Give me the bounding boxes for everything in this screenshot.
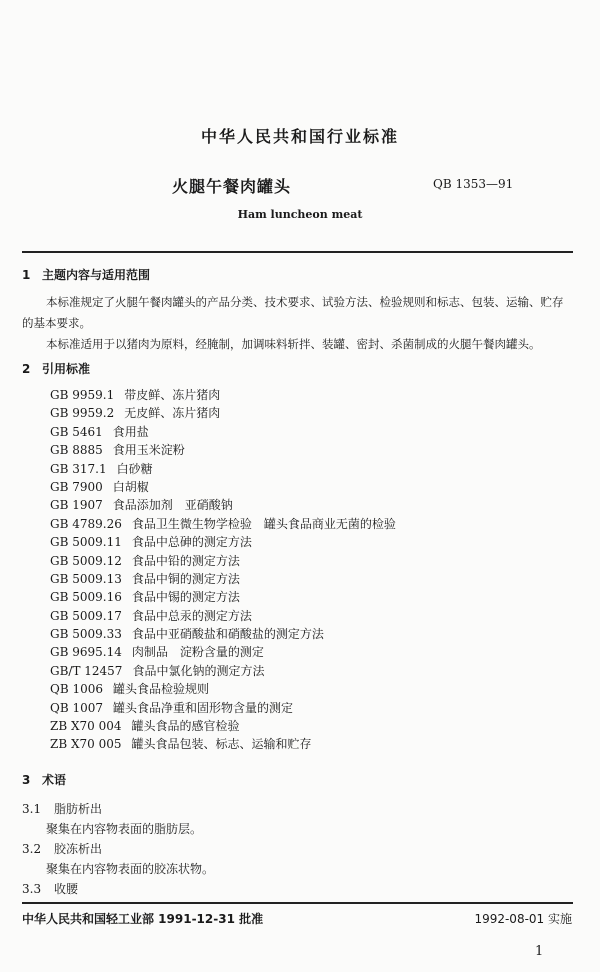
reference-title: 食用盐 — [112, 424, 149, 439]
reference-item — [50, 533, 396, 551]
reference-title: 食品中铅的测定方法 — [131, 553, 240, 568]
footer-rule — [22, 902, 573, 904]
reference-title: 食品中亚硝酸盐和硝酸盐的测定方法 — [131, 627, 324, 642]
term-name: 脂肪析出 — [54, 802, 103, 816]
reference-item — [50, 662, 396, 680]
doc-code: QB 1353—91 — [433, 177, 514, 191]
term-3-1 — [22, 800, 102, 817]
section-title: 术语 — [42, 773, 67, 787]
reference-title: 食品中总汞的测定方法 — [131, 608, 252, 623]
section-title: 主题内容与适用范围 — [42, 268, 151, 282]
reference-item — [50, 570, 396, 588]
reference-list — [50, 386, 396, 754]
reference-title: 白胡椒 — [112, 479, 149, 494]
reference-code: GB 5009.11 — [50, 535, 122, 550]
reference-item — [50, 643, 396, 661]
reference-code: GB 9695.14 — [50, 645, 122, 660]
reference-title: 罐头食品净重和固形物含量的测定 — [113, 700, 294, 715]
reference-item — [50, 441, 396, 459]
reference-code: GB 5009.16 — [50, 590, 122, 605]
section-2-heading — [22, 360, 90, 377]
reference-title: 食品中氯化钠的测定方法 — [132, 663, 265, 678]
reference-code: ZB X70 004 — [50, 719, 122, 734]
reference-code: GB 9959.2 — [50, 406, 115, 421]
reference-code: GB 8885 — [50, 443, 103, 458]
term-3-2 — [22, 840, 102, 857]
paragraph: 本标准适用于以猪肉为原料，经腌制，加调味料斩拌、装罐、密封、杀菌制成的火腿午餐肉罐头。 — [46, 337, 541, 351]
reference-item — [50, 699, 396, 717]
issuer-line: 中华人民共和国轻工业部 1991-12-31 批准 — [22, 912, 264, 926]
reference-item — [50, 588, 396, 606]
page-number: 1 — [535, 944, 544, 959]
term-number: 3.3 — [22, 882, 42, 896]
reference-code: GB 5009.13 — [50, 571, 122, 586]
section-number: 1 — [22, 268, 31, 282]
english-title: Ham luncheon meat — [237, 208, 363, 221]
reference-code: GB/T 12457 — [50, 663, 123, 678]
header-rule — [22, 251, 573, 253]
reference-item — [50, 478, 396, 496]
reference-item — [50, 460, 396, 478]
term-definition: 聚集在内容物表面的脂肪层。 — [46, 822, 203, 836]
reference-item — [50, 680, 396, 698]
section-1-heading — [22, 266, 150, 283]
reference-title: 罐头食品的感官检验 — [131, 719, 240, 734]
section-3-heading — [22, 771, 66, 788]
reference-item — [50, 404, 396, 422]
reference-title: 食品中铜的测定方法 — [131, 571, 240, 586]
term-definition: 聚集在内容物表面的胶冻状物。 — [46, 862, 215, 876]
reference-code: GB 7900 — [50, 479, 103, 494]
section-number: 2 — [22, 362, 31, 376]
reference-code: QB 1006 — [50, 682, 104, 697]
org-title: 中华人民共和国行业标准 — [200, 127, 399, 146]
reference-code: QB 1007 — [50, 700, 104, 715]
reference-title: 带皮鲜、冻片猪肉 — [124, 388, 221, 402]
doc-title: 火腿午餐肉罐头 — [172, 177, 292, 196]
reference-item — [50, 496, 396, 514]
reference-item — [50, 717, 396, 735]
effective-date: 1992-08-01 实施 — [474, 912, 572, 926]
reference-item — [50, 625, 396, 643]
reference-item — [50, 515, 396, 533]
reference-title: 食品中总砷的测定方法 — [131, 535, 252, 550]
reference-code: GB 5009.33 — [50, 627, 122, 642]
reference-title: 肉制品 淀粉含量的测定 — [131, 645, 264, 660]
section-title: 引用标准 — [42, 362, 91, 376]
reference-title: 无皮鲜、冻片猪肉 — [124, 406, 221, 421]
reference-code: GB 5009.17 — [50, 608, 122, 623]
reference-title: 食用玉米淀粉 — [112, 443, 185, 458]
reference-title: 食品卫生微生物学检验 罐头食品商业无菌的检验 — [131, 516, 396, 531]
paragraph: 本标准规定了火腿午餐肉罐头的产品分类、技术要求、试验方法、检验规则和标志、包装、运输、贮存 — [46, 295, 564, 309]
reference-code: GB 9959.1 — [50, 388, 115, 402]
term-3-3 — [22, 880, 78, 897]
reference-code: GB 317.1 — [50, 461, 107, 476]
reference-item — [50, 423, 396, 441]
term-name: 胶冻析出 — [54, 842, 103, 856]
reference-title: 罐头食品包装、标志、运输和贮存 — [131, 737, 312, 752]
reference-item — [50, 735, 396, 753]
reference-code: GB 4789.26 — [50, 516, 122, 531]
term-number: 3.2 — [22, 842, 42, 856]
reference-title: 食品中锡的测定方法 — [131, 590, 240, 605]
reference-code: ZB X70 005 — [50, 737, 122, 752]
term-name: 收腰 — [54, 882, 79, 896]
reference-item — [50, 386, 396, 404]
term-number: 3.1 — [22, 802, 42, 816]
reference-code: GB 1907 — [50, 498, 103, 513]
paragraph: 的基本要求。 — [22, 316, 91, 330]
section-number: 3 — [22, 773, 31, 787]
reference-item — [50, 552, 396, 570]
reference-title: 白砂糖 — [116, 461, 153, 476]
reference-code: GB 5461 — [50, 424, 103, 439]
reference-code: GB 5009.12 — [50, 553, 122, 568]
reference-item — [50, 607, 396, 625]
reference-title: 罐头食品检验规则 — [113, 682, 210, 697]
reference-title: 食品添加剂 亚硝酸钠 — [112, 498, 233, 513]
